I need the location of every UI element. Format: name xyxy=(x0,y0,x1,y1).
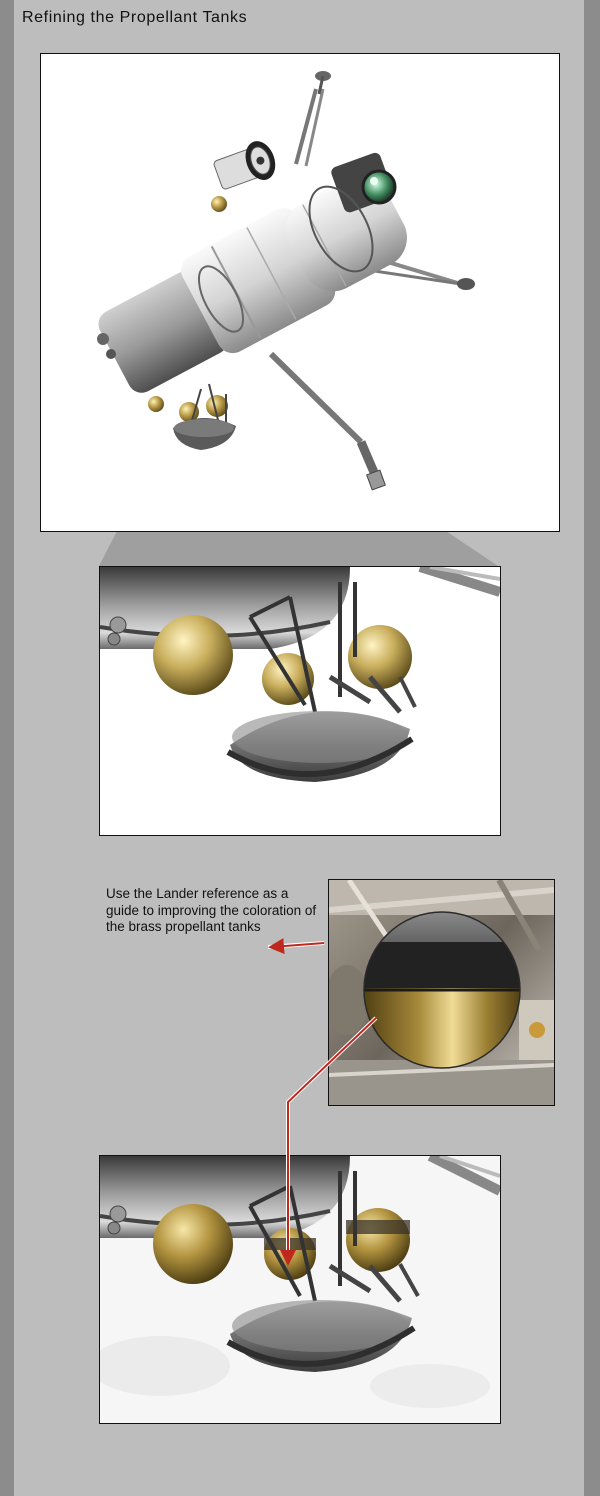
arrow-to-caption xyxy=(268,943,324,947)
lander-reference-frame xyxy=(328,879,555,1106)
left-page-border xyxy=(0,0,14,1496)
lander-tanks-before-icon xyxy=(100,567,500,835)
spacecraft-illustration-icon xyxy=(41,54,559,531)
right-page-border xyxy=(584,0,600,1496)
page-title: Refining the Propellant Tanks xyxy=(22,9,248,26)
lander-tanks-after-icon xyxy=(100,1156,500,1423)
tank-detail-before-frame xyxy=(99,566,501,836)
reference-caption: Use the Lander reference as a guide to improving the coloration of the brass propellant tanks xyxy=(106,886,317,934)
spacecraft-render-frame xyxy=(40,53,560,532)
tank-detail-after-frame xyxy=(99,1155,501,1424)
lander-photo-reference-icon xyxy=(329,880,554,1105)
